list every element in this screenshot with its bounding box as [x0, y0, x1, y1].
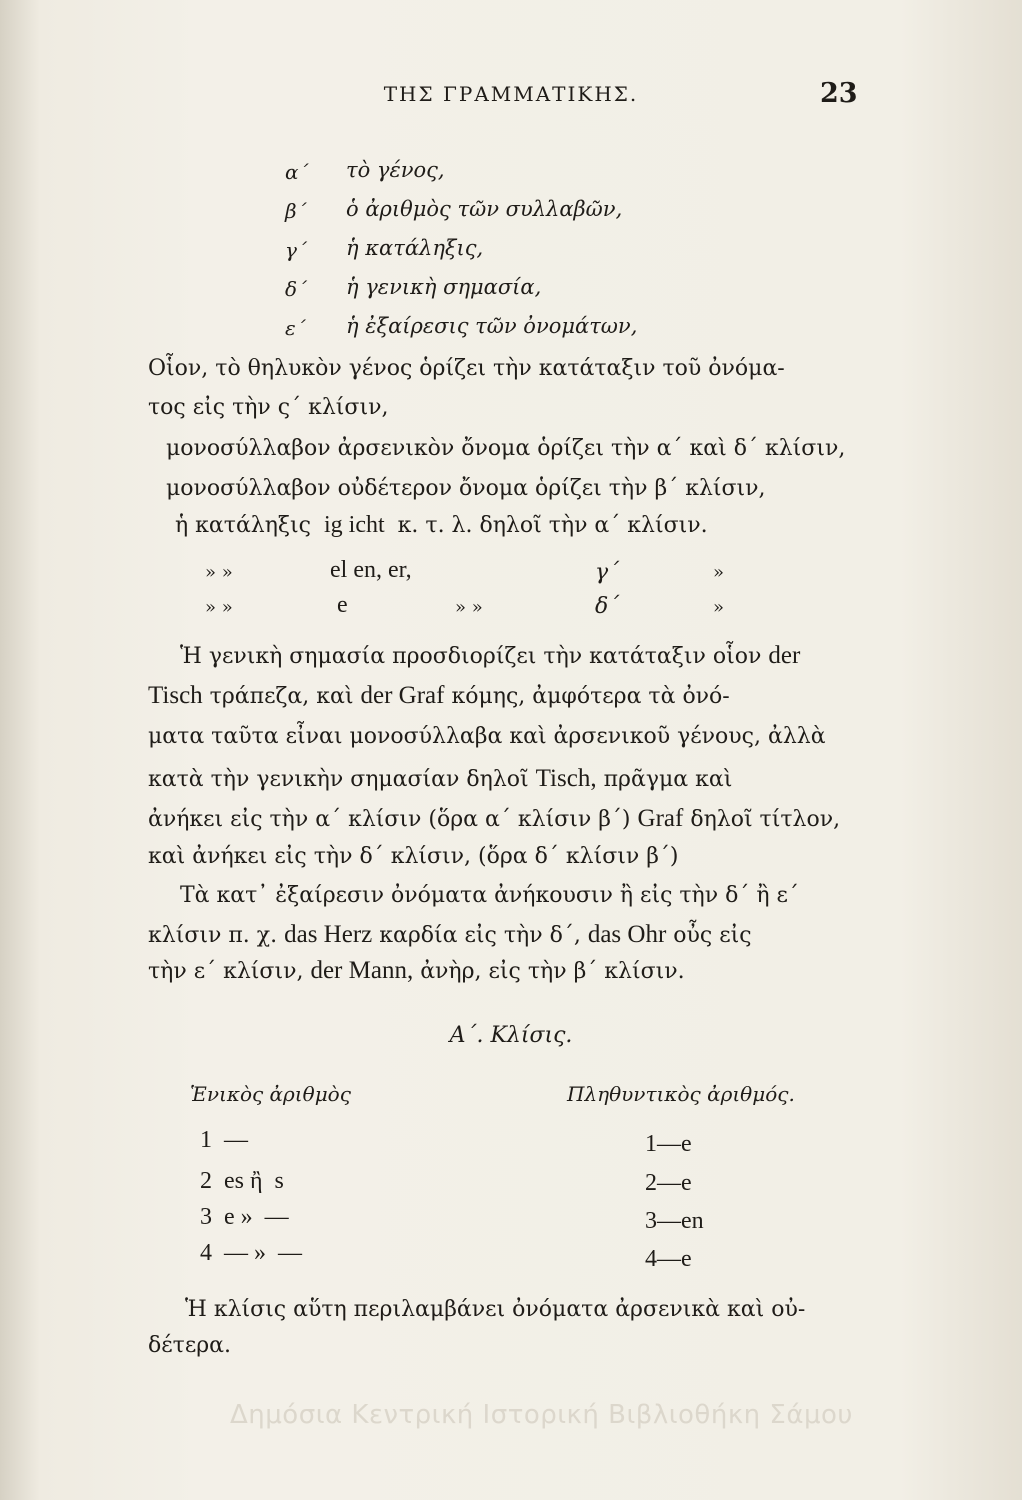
german-word: Tisch,	[535, 765, 597, 792]
paragraph-line: ματα ταῦτα εἶναι μονοσύλλαβα καὶ ἀρσενικοῦ γένους, ἀλλὰ	[148, 724, 826, 749]
library-watermark: Δημόσια Κεντρική Ιστορική Βιβλιοθήκη Σάμου	[230, 1400, 853, 1430]
paragraph-line	[148, 682, 730, 710]
criterion-text: ἡ γενικὴ σημασία,	[346, 275, 542, 299]
ditto-marks: » »	[205, 597, 233, 618]
plural-row: 3—en	[645, 1208, 704, 1234]
greek-text: ἀνὴρ, εἰς τὴν β΄ κλίσιν.	[420, 959, 685, 984]
german-word: das Ohr	[587, 921, 667, 948]
criterion-number: β΄	[285, 199, 307, 223]
singular-row: 4 — » —	[200, 1240, 302, 1266]
singular-row: 3 e » —	[200, 1204, 289, 1230]
plural-row: 2—e	[645, 1170, 692, 1196]
paragraph-line: Ἡ κλίσις αὕτη περιλαμβάνει ὀνόματα ἀρσενικὰ καὶ οὐ-	[185, 1297, 806, 1322]
criterion-text: τὸ γένος,	[346, 158, 445, 182]
german-word: der Graf	[360, 682, 445, 709]
greek-text: ἀνήκει εἰς τὴν α΄ κλίσιν (ὅρα α΄ κλίσιν β΄)	[148, 807, 631, 832]
greek-text: πρᾶγμα καὶ	[603, 767, 733, 792]
paragraph-line: τος εἰς τὴν ς΄ κλίσιν,	[148, 395, 389, 420]
paragraph-line: Οἷον, τὸ θηλυκὸν γένος ὁρίζει τὴν κατάταξιν τοῦ ὀνόμα-	[148, 356, 785, 381]
declension-number: δ΄	[595, 594, 620, 619]
greek-text: Ἡ γενικὴ σημασία προσδιορίζει τὴν κατάταξιν οἷον	[180, 644, 762, 669]
plural-row: 4—e	[645, 1246, 692, 1272]
paragraph-line: καὶ ἀνήκει εἰς τὴν δ΄ κλίσιν, (ὅρα δ΄ κλίσιν β΄)	[148, 844, 679, 869]
paragraph-line: μονοσύλλαβον ἀρσενικὸν ὄνομα ὁρίζει τὴν α΄ καὶ δ΄ κλίσιν,	[166, 436, 846, 461]
criterion-number: α΄	[285, 160, 309, 184]
singular-row: 2 es ἢ s	[200, 1168, 284, 1194]
paragraph-line: Τὰ κατ᾽ ἐξαίρεσιν ὀνόματα ἀνήκουσιν ἢ εἰς τὴν δ΄ ἢ ε΄	[180, 883, 799, 908]
greek-text: κατὰ τὴν γενικὴν σημασίαν δηλοῖ	[148, 767, 529, 792]
declension-number: γ΄	[595, 560, 620, 585]
ditto-marks: » »	[205, 562, 233, 583]
paragraph-line	[148, 921, 752, 949]
paragraph-line	[175, 512, 708, 539]
german-word: das Herz	[284, 921, 373, 948]
greek-text: κλίσιν π. χ.	[148, 923, 278, 948]
paragraph-line	[180, 642, 800, 670]
greek-text: κ. τ. λ. δηλοῖ τὴν α΄ κλίσιν.	[397, 513, 708, 538]
german-word: Graf	[637, 805, 684, 832]
criterion-number: γ΄	[285, 238, 307, 262]
criterion-text: ὁ ἀριθμὸς τῶν συλλαβῶν,	[346, 197, 623, 221]
criterion-text: ἡ κατάληξις,	[346, 236, 484, 260]
german-word: der Mann,	[310, 957, 414, 984]
paragraph-line	[148, 765, 732, 793]
criterion-number: ε΄	[285, 316, 306, 340]
german-endings: el en, er,	[330, 557, 412, 583]
greek-text: δηλοῖ τίτλον,	[690, 807, 841, 832]
greek-text: τὴν ε΄ κλίσιν,	[148, 959, 304, 984]
ditto-marks: » »	[455, 597, 483, 618]
ditto-marks: »	[713, 597, 725, 618]
german-ending: ig icht	[324, 512, 385, 538]
german-word: Tisch	[148, 682, 203, 709]
german-endings: e	[337, 592, 348, 618]
paragraph-line	[148, 957, 685, 985]
running-header: ΤΗΣ ΓΡΑΜΜΑΤΙΚΗΣ.	[383, 82, 639, 106]
declension-heading: Α΄. Κλίσις.	[449, 1023, 573, 1048]
greek-text: κόμης, ἀμφότερα τὰ ὀνό-	[451, 684, 730, 709]
greek-text: ἡ κατάληξις	[175, 513, 311, 538]
criterion-number: δ΄	[285, 277, 308, 301]
criterion-text: ἡ ἐξαίρεσις τῶν ὀνομάτων,	[346, 314, 638, 338]
singular-row: 1 —	[200, 1127, 248, 1153]
plural-column-header: Πληθυντικὸς ἀριθμός.	[567, 1082, 795, 1106]
page-number: 23	[820, 78, 858, 109]
greek-text: καρδία εἰς τὴν δ΄,	[379, 923, 581, 948]
paragraph-line: μονοσύλλαβον οὐδέτερον ὄνομα ὁρίζει τὴν β΄ κλίσιν,	[166, 476, 766, 501]
singular-column-header: Ἑνικὸς ἀριθμὸς	[190, 1082, 351, 1106]
plural-row: 1—e	[645, 1131, 692, 1157]
paragraph-line: δέτερα.	[148, 1333, 231, 1358]
german-word: der	[768, 642, 801, 669]
greek-text: τράπεζα, καὶ	[209, 684, 354, 709]
greek-text: οὖς εἰς	[673, 923, 752, 948]
ditto-marks: »	[713, 562, 725, 583]
paragraph-line	[148, 805, 840, 833]
